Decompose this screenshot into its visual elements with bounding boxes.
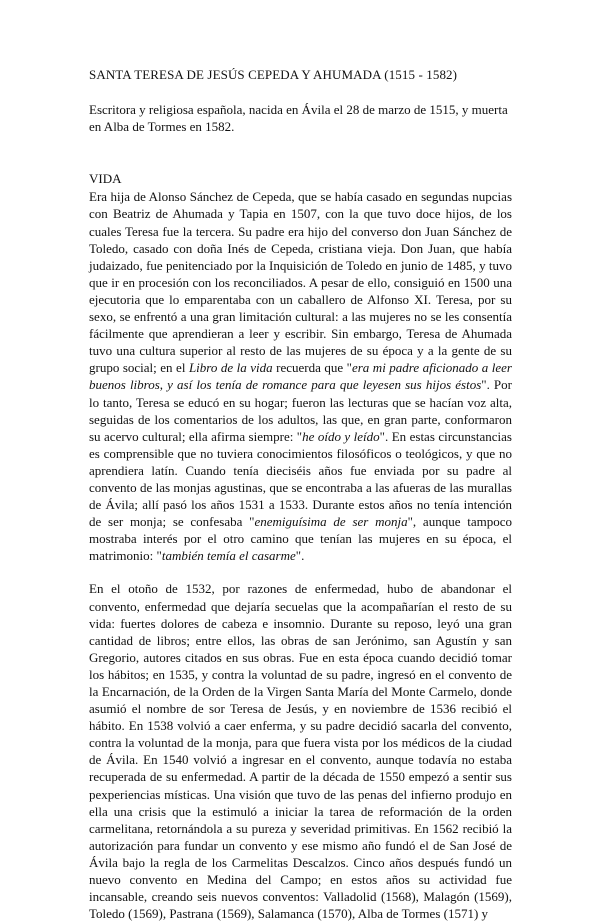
- body-paragraph: [89, 580, 512, 922]
- body-paragraph: [89, 188, 512, 564]
- section-heading: VIDA: [89, 171, 122, 187]
- italic-quote: enemiguísima de ser monja: [254, 514, 408, 530]
- paragraph-text: ". Por lo tanto, Teresa se educó en su hogar; fueron las lecturas que se hacían voz alta, seguidas de los comentarios de los adultos, las que, en gran parte, conformaron su acervo cultural; ella afirma siempre: ": [89, 377, 512, 444]
- paragraph-text: recuerda que ": [272, 360, 352, 376]
- document-title: SANTA TERESA DE JESÚS CEPEDA Y AHUMADA (1515 - 1582): [89, 67, 458, 82]
- paragraph-text: ", aunque tampoco mostraba interés por el otro camino que tenían las mujeres en su época, el matrimonio: ": [89, 514, 512, 564]
- paragraph-text: ". En estas circunstancias es comprensible que no tuviera conocimientos filosóficos o teológicos, y que no aprendiera latín. Cuando tenía dieciséis años fue enviada por su padre al convento de las monjas agustinas, que se encontraba a las afueras de las murallas de Ávila; allí pasó los años 1531 a 1533. Durante estos años no tenía intención de ser monja; se confesaba ": [89, 428, 512, 530]
- italic-quote: era mi padre aficionado a leer buenos libros, y así los tenía de romance para que leyesen sus hijos éstos: [89, 360, 512, 393]
- italic-quote: también temía el casarme: [161, 548, 296, 564]
- lead-paragraph: Escritora y religiosa española, nacida en Ávila el 28 de marzo de 1515, y muerta en Alba de Tormes en 1582.: [89, 102, 508, 135]
- italic-quote: he oído y leído: [302, 428, 380, 444]
- body-paragraphs: [89, 188, 512, 922]
- document-content: [89, 66, 512, 922]
- paragraph-text: ".: [295, 548, 305, 564]
- italic-quote: Libro de la vida: [188, 360, 273, 376]
- paragraph-text: En el otoño de 1532, por razones de enfermedad, hubo de abandonar el convento, enfermedad que dejaría secuelas que la acompañarían el resto de su vida: fuertes dolores de cabeza e insomnio. Durante su reposo, leyó una gran cantidad de libros; entre ellos, las obras de san Jerónimo, san Agustín y san Gregorio, autores citados en sus obras. Fue en esta época cuando decidió tomar los hábitos; en 1535, y contra la voluntad de su padre, ingresó en el convento de la Encarnación, de la Orden de la Virgen Santa María del Monte Carmelo, donde asumió el nombre de sor Teresa de Jesús, y en noviembre de 1536 recibió el hábito. En 1538 volvió a caer enferma, y su padre decidió sacarla del convento, contra la voluntad de la monja, para que fuera vista por los médicos de la ciudad de Ávila. En 1540 volvió a ingresar en el convento, aunque todavía no estaba recuperada de su enfermedad. A partir de la década de 1550 empezó a sentir sus pexperiencias místicas. Una visión que tuvo de las penas del infierno produjo en ella una crisis que la estimuló a iniciar la tarea de reformación de la orden carmelitana, retornándola a su pureza y severidad primitivas. En 1562 recibió la autorización para fundar un convento y ese mismo año fundó el de San José de Ávila bajo la regla de los Carmelitas Descalzos. Cinco años después fundó un nuevo convento en Medina del Campo; en estos años su actividad fue incansable, creando seis nuevos conventos: Valladolid (1568), Malagón (1569), Toledo (1569), Pastrana (1569), Salamanca (1570), Alba de Tormes (1571) y: [89, 581, 512, 922]
- paragraph-text: Era hija de Alonso Sánchez de Cepeda, que se había casado en segundas nupcias con Beatriz de Ahumada y Tapia en 1507, con la que tuvo doce hijos, de los cuales Teresa fue la tercera. Su padre era hijo del converso don Juan Sánchez de Toledo, casado con doña Inés de Cepeda, cristiana vieja. Don Juan, que había judaizado, fue penitenciado por la Inquisición de Toledo en junio de 1485, y tuvo que ir en procesión con los reconciliados. A pesar de ello, consiguió en 1500 una ejecutoria que lo emparentaba con un caballero de Alfonso XI. Teresa, por su sexo, se enfrentó a una gran limitación cultural: a las mujeres no se les consentía fácilmente que aprendieran a leer y escribir. Sin embargo, Teresa de Ahumada tuvo una cultura superior al resto de las mujeres de su época y a la gente de su grupo social; en el: [89, 189, 512, 376]
